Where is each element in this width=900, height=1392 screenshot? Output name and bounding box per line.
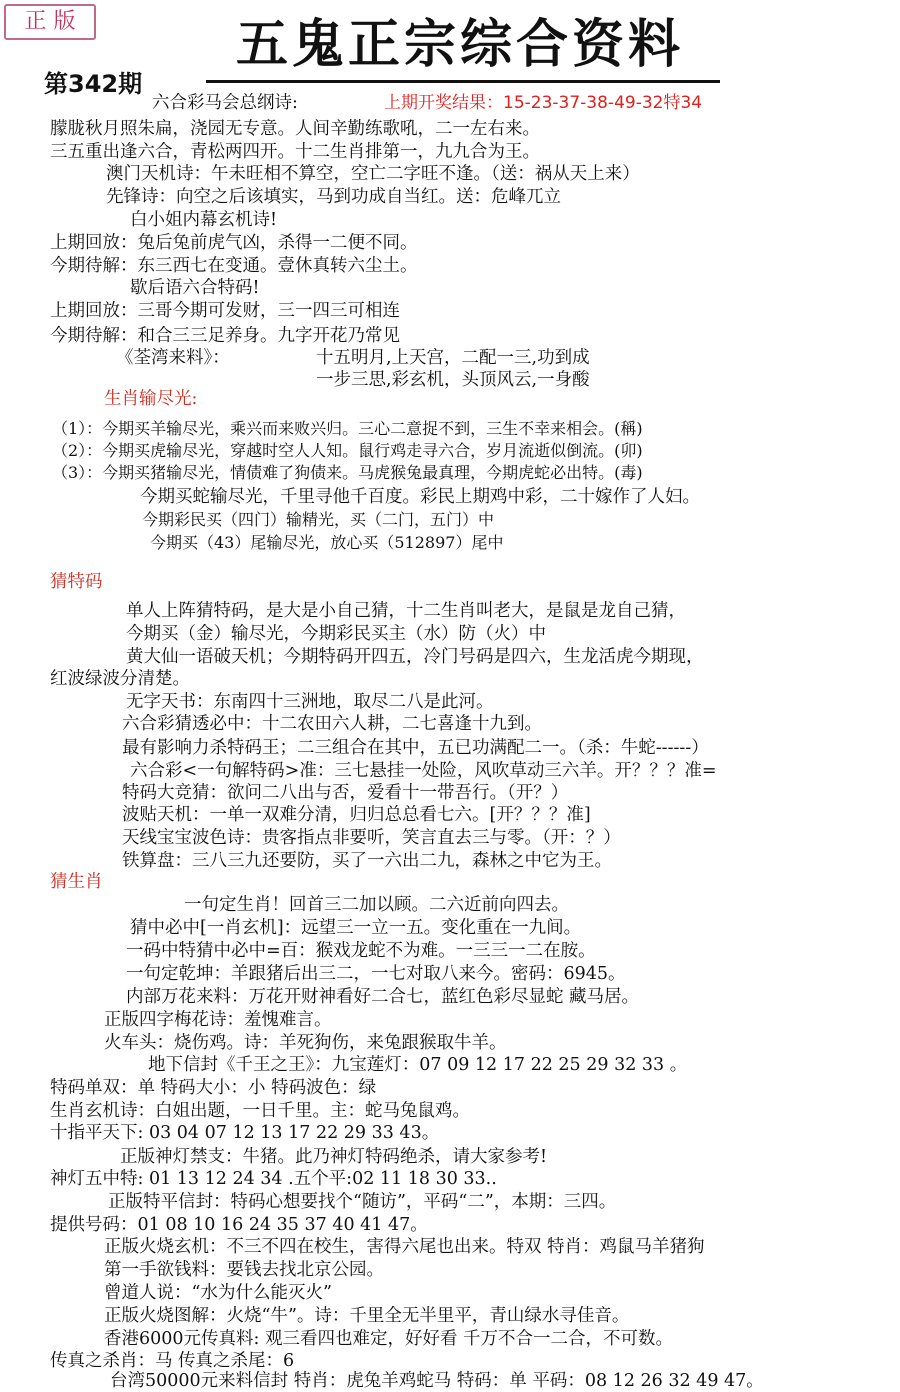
text-line: 波贴天机：一单一双难分清，归归总总看七六。[开？？？准] <box>122 805 591 825</box>
text-line: 一句定乾坤：羊跟猪后出三二，一七对取八来今。密码：6945。 <box>126 964 626 984</box>
text-line: 今期买（金）输尽光，今期彩民买主（水）防（火）中 <box>126 624 546 644</box>
genuine-badge: 正 版 <box>4 4 96 40</box>
text-line: 今期彩民买（四门）输精光，买（二门，五门）中 <box>142 510 495 529</box>
text-line: 上期回放：三哥今期可发财，三一四三可相连 <box>50 301 400 321</box>
text-line: 一码中特猜中必中=百：猴戏龙蛇不为难。一三三一二在胺。 <box>126 941 596 961</box>
text-line: 今期买（43）尾输尽光，放心买（512897）尾中 <box>150 533 504 552</box>
text-line: 正版火烧图解：火烧“牛”。诗：千里全无半里平，青山绿水寻佳音。 <box>104 1306 630 1326</box>
text-line: 香港6000元传真料: 观三看四也难定，好好看 千万不合一二合，不可数。 <box>104 1329 674 1349</box>
text-line: 猜中必中[一肖玄机]：远望三一立一五。变化重在一九间。 <box>130 918 582 938</box>
section-heading: 生肖输尽光: <box>104 389 198 409</box>
text-line: 神灯五中特: 01 13 12 24 34 .五个平:02 11 18 30 33.. <box>50 1169 497 1189</box>
text-line: 生肖玄机诗：白姐出题，一日千里。主：蛇马兔鼠鸡。 <box>50 1101 470 1121</box>
last-draw-result: 上期开奖结果：15-23-37-38-49-32特34 <box>384 93 703 113</box>
text-line: 《荃湾来料》： <box>116 348 230 368</box>
text-line: 一步三思,彩玄机，头顶风云,一身酸 <box>316 370 590 390</box>
text-line: 最有影响力杀特码王；二三组合在其中，五已功满配二一。（杀：牛蛇------） <box>122 738 709 758</box>
text-line: 朦胧秋月照朱扁，浇园无专意。人间辛勤练歌吼，二一左右来。 <box>50 119 540 139</box>
text-line: 正版四字梅花诗：羞愧难言。 <box>104 1010 332 1030</box>
text-line: 单人上阵猜特码，是大是小自己猜，十二生肖叫老大，是鼠是龙自己猜， <box>126 601 686 621</box>
text-line: （2）：今期买虎输尽光，穿越时空人人知。鼠行鸡走寻六合，岁月流逝似倒流。(卯) <box>52 441 643 460</box>
text-line: 特码单双：单 特码大小：小 特码波色：绿 <box>50 1078 377 1098</box>
text-line: 白小姐内幕玄机诗! <box>130 210 278 230</box>
page-title: 五鬼正宗综合资料 <box>235 14 684 75</box>
text-line: 正版特平信封：特码心想要找个“随访”，平码“二”，本期：三四。 <box>108 1192 617 1212</box>
text-line: 第一手欲钱料：要钱去找北京公园。 <box>104 1260 384 1280</box>
text-line: 正版神灯禁支：牛猪。此乃神灯特码绝杀，请大家参考! <box>120 1147 548 1167</box>
text-line: 地下信封《千王之王》：九宝莲灯：07 09 12 17 22 25 29 32 33 。 <box>148 1055 688 1075</box>
text-line: 三五重出逢六合，青松两四开。十二生肖排第一，九九合为王。 <box>50 142 540 162</box>
issue-number: 第342期 <box>44 70 143 98</box>
text-line: （3）：今期买猪输尽光，情债难了狗债来。马虎猴兔最真理，今期虎蛇必出特。(毒) <box>52 463 643 482</box>
text-line: 曾道人说：“水为什么能灭火” <box>104 1283 332 1303</box>
text-line: 一句定生肖！回首三二加以顾。二六近前向四去。 <box>184 895 569 915</box>
text-line: 今期待解：和合三三足养身。九字开花乃常见 <box>50 326 400 346</box>
text-line: 今期待解：东三西七在变通。壹休真转六尘土。 <box>50 256 418 276</box>
text-line: 六合彩猜透必中：十二农田六人耕，二七喜逢十九到。 <box>122 714 542 734</box>
text-line: （1）：今期买羊输尽光，乘兴而来败兴归。三心二意捉不到，三生不幸来相会。(稱) <box>52 419 643 438</box>
text-line: 十五明月,上天宫，二配一三,功到成 <box>316 348 590 368</box>
text-line: 特码大竞猜：欲问二八出与否，爱看十一带吾行。（开？） <box>122 783 569 803</box>
text-line: 提供号码：01 08 10 16 24 35 37 40 41 47。 <box>50 1215 428 1235</box>
title-underline <box>206 80 720 83</box>
text-line: 上期回放：兔后兔前虎气凶，杀得一二便不同。 <box>50 233 418 253</box>
text-line: 六合彩<一句解特码>准：三七悬挂一处险，风吹草动三六羊。开？？？准= <box>130 761 717 781</box>
section-heading: 猜生肖 <box>50 872 103 892</box>
text-line: 红波绿波分清楚。 <box>50 669 190 689</box>
text-line: 六合彩马会总纲诗: <box>152 93 298 113</box>
text-line: 火车头：烧伤鸡。诗：羊死狗伤，来兔跟猴取牛羊。 <box>104 1033 507 1053</box>
text-line: 今期买蛇输尽光，千里寻他千百度。彩民上期鸡中彩，二十嫁作了人妇。 <box>140 487 700 507</box>
text-line: 正版火烧玄机：不三不四在校生，害得六尾也出来。特双 特肖：鸡鼠马羊猪狗 <box>104 1237 705 1257</box>
text-line: 十指平天下: 03 04 07 12 13 17 22 29 33 43。 <box>50 1123 440 1143</box>
text-line: 台湾50000元来料信封 特肖：虎兔羊鸡蛇马 特码：单 平码：08 12 26 32 49 47。 <box>110 1371 764 1391</box>
section-heading: 猜特码 <box>50 572 103 592</box>
text-line: 歇后语六合特码! <box>130 278 260 298</box>
text-line: 传真之杀肖：马 传真之杀尾：6 <box>50 1351 295 1371</box>
text-line: 内部万花来料：万花开财神看好二合七，蓝红色彩尽显蛇 藏马居。 <box>126 987 640 1007</box>
text-line: 黄大仙一语破天机；今期特码开四五，冷门号码是四六，生龙活虎今期现， <box>126 647 704 667</box>
text-line: 天线宝宝波色诗：贵客指点非要听，笑言直去三与零。（开：？） <box>122 828 621 848</box>
text-line: 无字天书：东南四十三洲地，取尽二八是此河。 <box>126 692 494 712</box>
text-line: 铁算盘：三八三九还要防，买了一六出二九，森林之中它为王。 <box>122 851 612 871</box>
text-line: 先锋诗：向空之后该填实，马到功成自当红。送：危峰兀立 <box>106 187 561 207</box>
text-line: 澳门天机诗：午未旺相不算空，空亡二字旺不逢。（送：祸从天上来） <box>106 164 640 184</box>
